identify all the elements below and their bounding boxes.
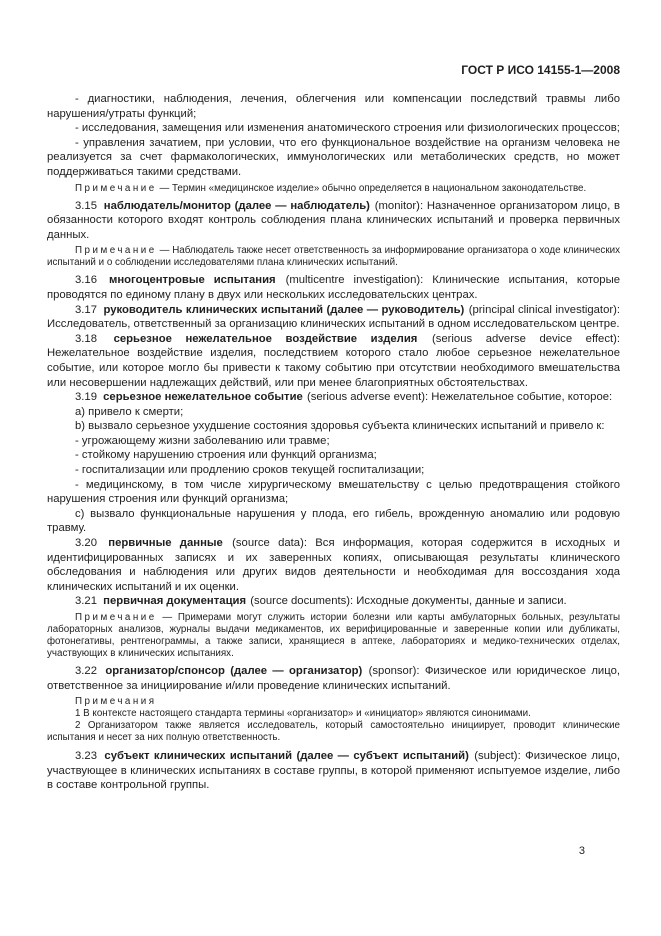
note-label: Примечание — [75, 612, 157, 623]
term-definition: (serious adverse event): Нежелательное событие, которое: — [306, 391, 613, 404]
note-text: — Термин «медицинское изделие» обычно определяется в национальном законодательстве. — [159, 182, 587, 194]
term-definition: (subject): Физическое лицо, участвующее в клинических испытаниях в составе группы, в которой применяют испытуемое изделие, либо в составе контрольной группы. — [47, 750, 621, 792]
term-number: 3.23 — [75, 750, 97, 763]
note-text: — Наблюдатель также несет ответственность за информирование организатора о ходе клинических испытаний и о соблюдении исследователями плана клинических испытаний. — [47, 245, 620, 269]
term-3-19 — [47, 390, 620, 405]
sae-item-a: a) привело к смерти; — [75, 405, 184, 418]
term-number: 3.22 — [75, 665, 97, 677]
term-3-17 — [47, 303, 620, 332]
doc-header-code: ГОСТ Р ИСО 14155-1—2008 — [461, 63, 620, 77]
term-name: многоцентровые испытания — [108, 274, 276, 287]
term-number: 3.16 — [75, 274, 97, 287]
notes-group-label: Примечания — [75, 696, 157, 708]
term-number: 3.15 — [75, 199, 97, 212]
term-definition: (monitor): Назначенное организатором лицо, в обязанности которого входят контроль соблюдения плана клинических испытаний и проверка первичных данных. — [47, 199, 621, 241]
term-3-18 — [47, 332, 620, 390]
term-number: 3.21 — [75, 595, 97, 608]
note-label: Примечание — [75, 245, 157, 257]
notes-group-item-1: 1 В контексте настоящего стандарта термины «организатор» и «инициатор» являются синонимами. — [75, 708, 531, 720]
term-number: 3.19 — [75, 391, 97, 404]
sae-dash-4: - медицинскому, в том числе хирургическому вмешательству с целью предотвращения стойкого нарушения строения или функций организма; — [47, 478, 620, 506]
term-name: руководитель клинических испытаний (далее — руководитель) — [103, 303, 465, 316]
note-text: — Примерами могут служить истории болезни или карты амбулаторных больных, результаты лабораторных анализов, журналы выдачи медикаментов, их верифицированные и заверенные копии или дубликаты, фотонегативы, рентгенограммы, а также записи, хранящиеся в аптеке, лабораториях и медико-технических отделах, участвующих в клинических испытаниях. — [47, 612, 620, 659]
sae-dash-3: - госпитализации или продлению сроков текущей госпитализации; — [75, 464, 425, 477]
term-3-15 — [47, 199, 620, 243]
term-name: субъект клинических испытаний (далее — субъект испытаний) — [104, 750, 469, 763]
note-source-documents — [47, 612, 620, 660]
term-3-16 — [47, 273, 620, 302]
term-number: 3.20 — [75, 537, 97, 550]
term-number: 3.17 — [75, 303, 97, 316]
term-3-23 — [47, 749, 620, 793]
intro-bullet-1: - диагностики, наблюдения, лечения, облегчения или компенсации последствий травмы либо нарушения/утраты функций; — [47, 93, 620, 120]
term-definition: (serious adverse device effect): Нежелательное воздействие изделия, последствием которого стало любое серьезное нежелательное событие, или которое могло бы привести к такому событию при отсутствии необходимого вмешательства или несовершении надлежащих действий, или при менее благоприятных обстоятельствах. — [47, 332, 621, 389]
sae-dash-2: - стойкому нарушению строения или функций организма; — [75, 449, 377, 462]
notes-group-sponsor — [47, 696, 620, 744]
term-name: организатор/спонсор (далее — организатор) — [105, 665, 363, 677]
term-definition: (source documents): Исходные документы, данные и записи. — [250, 595, 567, 608]
term-definition: (multicentre investigation): Клинические испытания, которые проводятся по единому плану в двух или нескольких исследовательских центрах. — [47, 274, 620, 301]
term-3-21 — [47, 594, 620, 609]
note-label: Примечание — [75, 182, 157, 194]
page-number: 3 — [578, 845, 585, 857]
note-medical-device — [47, 183, 620, 195]
term-definition: (source data): Вся информация, которая содержится в исходных и идентифицированных записях и их заверенных копиях, описывающая результаты клинического обследования и наблюдения или других видов деятельности и необходимая для воссоздания хода клинических испытаний и их оценки. — [47, 537, 620, 593]
term-name: первичные данные — [108, 537, 223, 550]
notes-group-item-2: 2 Организатором также является исследователь, который самостоятельно инициирует, проводит клинические испытания и несет за них полную ответственность. — [47, 720, 620, 744]
document-body — [47, 92, 620, 793]
term-name: наблюдатель/монитор (далее — наблюдатель) — [103, 199, 370, 212]
term-name: серьезное нежелательное событие — [103, 391, 303, 404]
term-definition: (sponsor): Физическое или юридическое лицо, ответственное за инициирование и/или проведение клинических испытаний. — [47, 665, 620, 692]
term-number: 3.18 — [75, 332, 97, 345]
sae-item-c: c) вызвало функциональные нарушения у плода, его гибель, врожденную аномалию или родовую травму. — [47, 507, 620, 535]
term-name: первичная документация — [103, 595, 247, 608]
sae-dash-1: - угрожающему жизни заболеванию или травме; — [75, 434, 330, 447]
note-monitor — [47, 245, 620, 269]
intro-bullet-2: - исследования, замещения или изменения анатомического строения или физиологических процессов; — [75, 122, 620, 135]
sae-item-b: b) вызвало серьезное ухудшение состояния здоровья субъекта клинических испытаний и привело к: — [75, 420, 605, 433]
term-3-20 — [47, 536, 620, 594]
term-3-22 — [47, 664, 620, 693]
term-name: серьезное нежелательное воздействие изделия — [113, 332, 418, 345]
intro-bullet-3: - управления зачатием, при условии, что его функциональное воздействие на организм человека не реализуется за счет фармакологических, иммунологических или метаболических средств, но может поддерживаться такими средствами. — [47, 136, 620, 178]
term-definition: (principal clinical investigator): Исследователь, ответственный за организацию клинических испытаний в одном исследовательском центре. — [47, 303, 621, 331]
